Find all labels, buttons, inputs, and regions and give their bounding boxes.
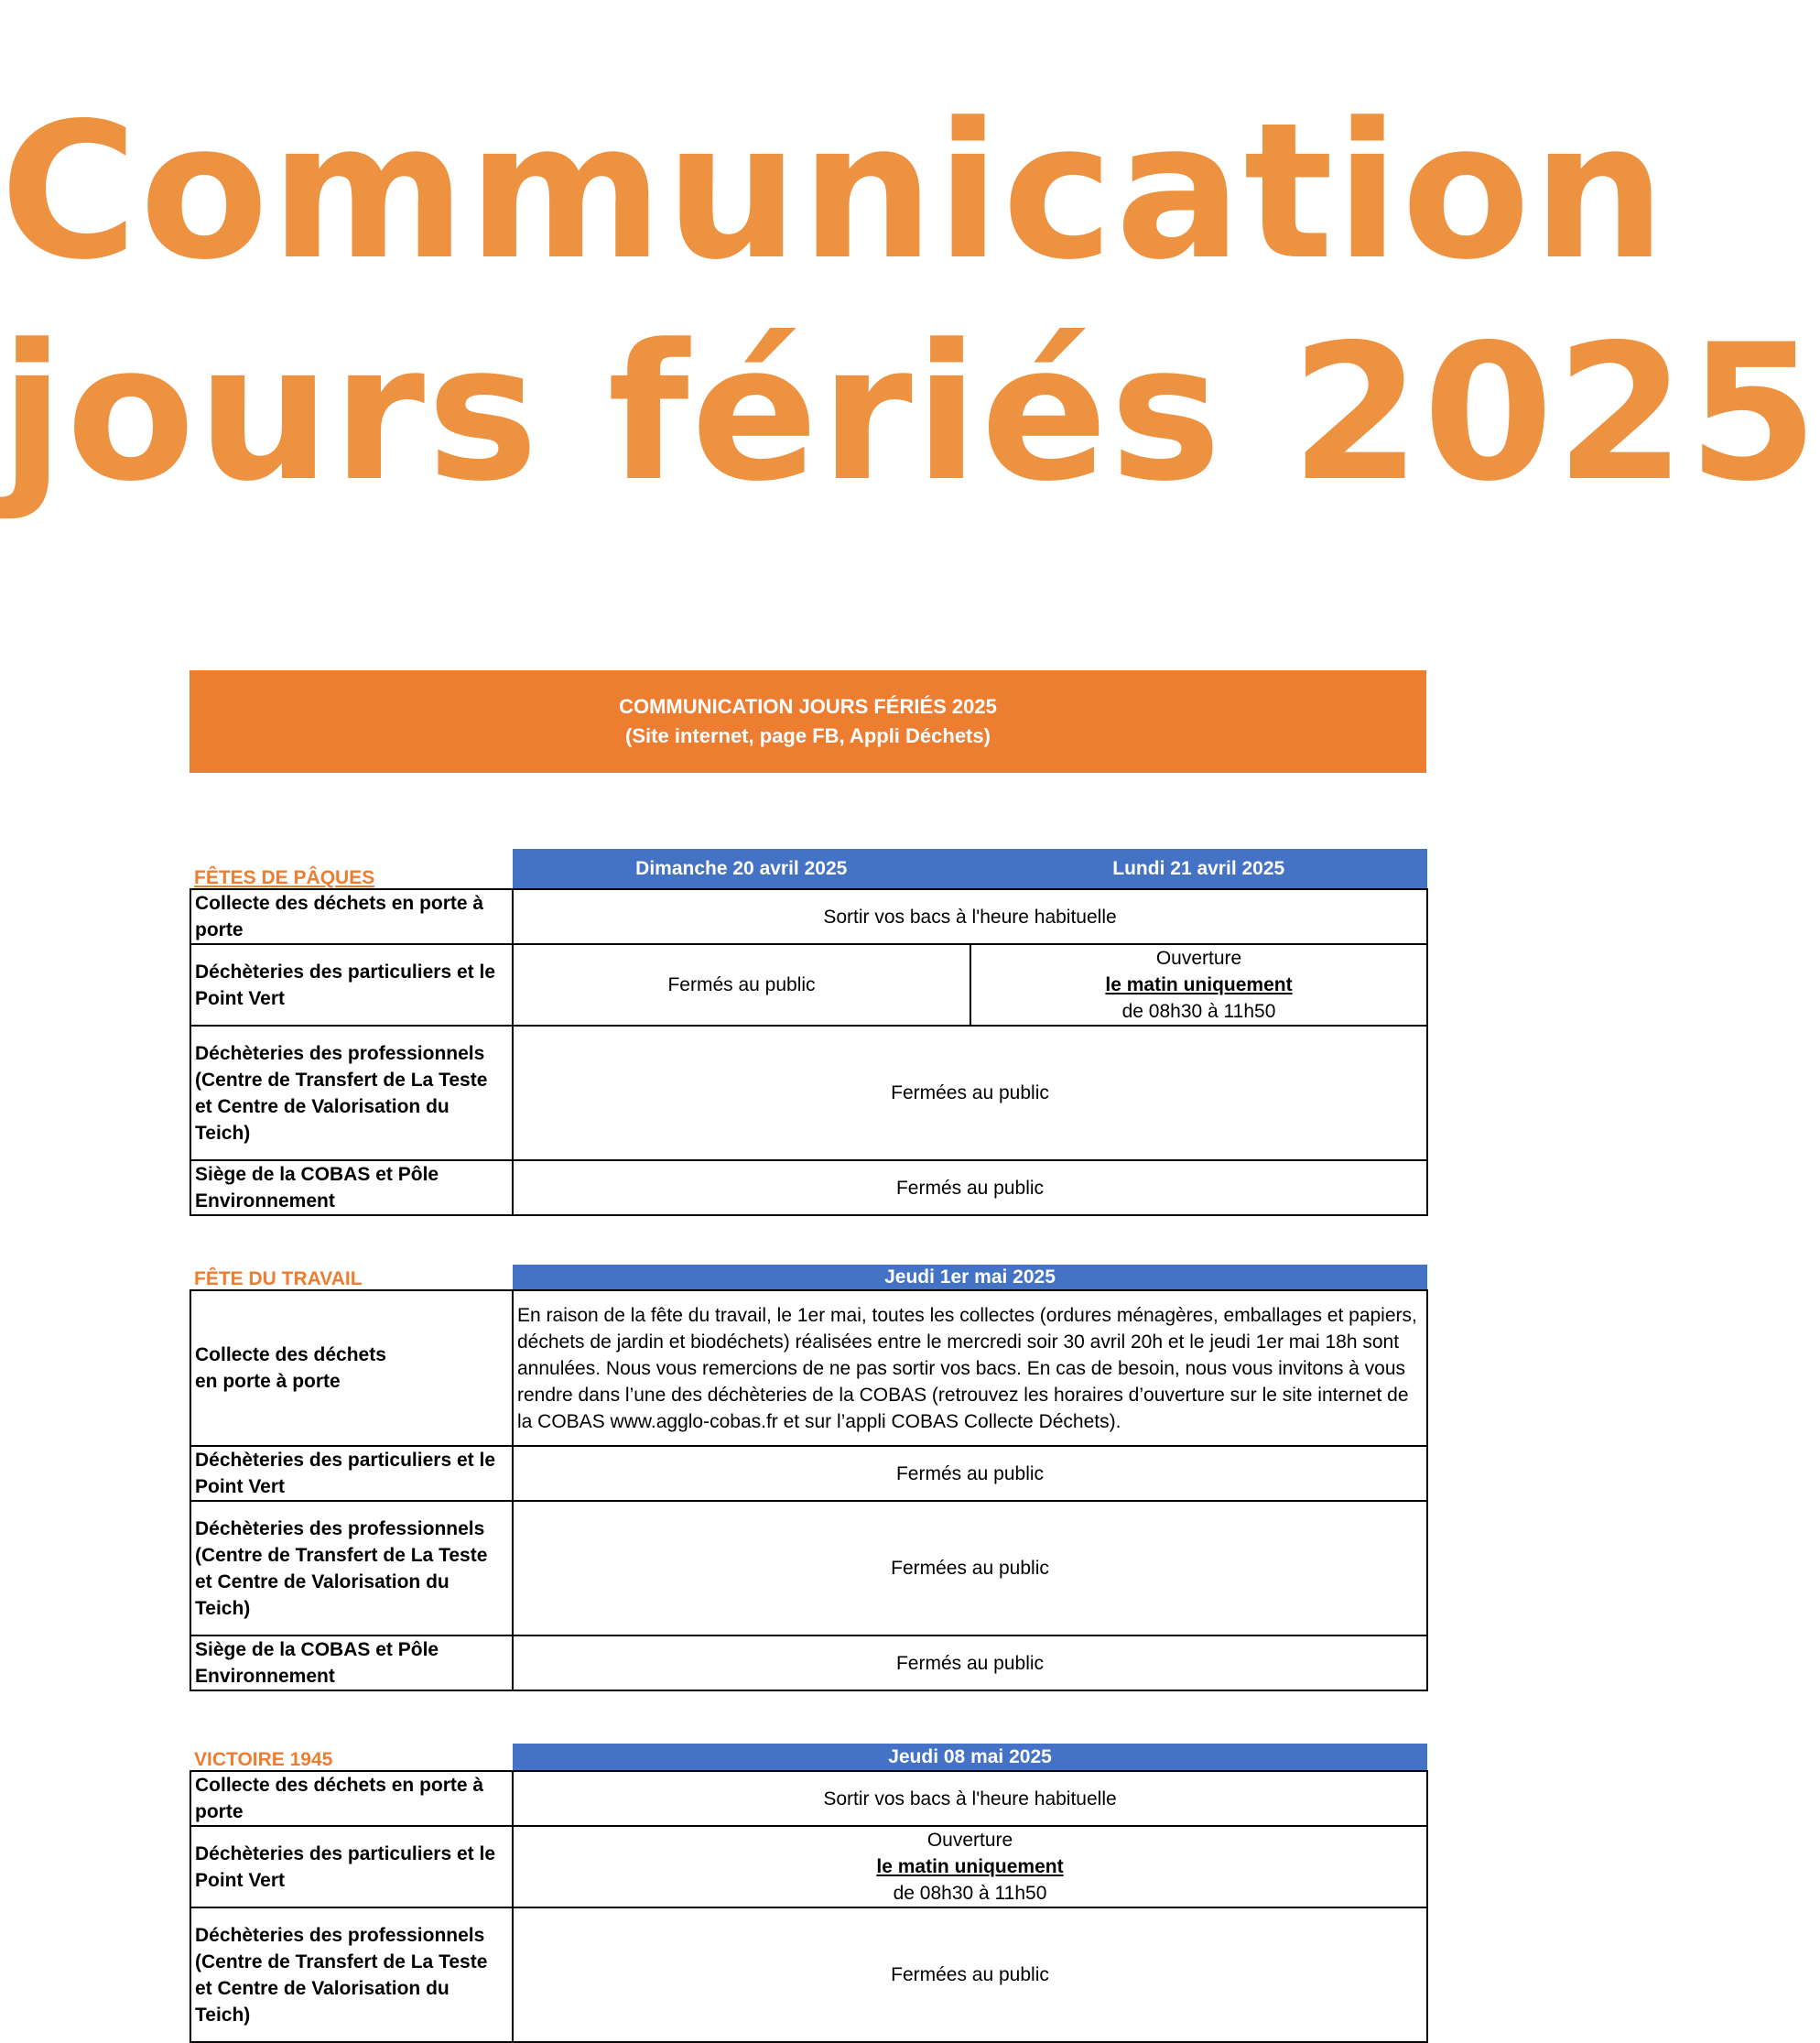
page-title-line1: Communication	[0, 83, 1668, 301]
row-value: En raison de la fête du travail, le 1er mai, toutes les collectes (ordures ménagères, emballages et papiers, déchets de jardin et biodéchets) réalisées entre le mercredi soir 30 avril 20h et le jeudi 1er mai 18h sont annulées. Nous vous remercions de ne pas sortir vos bacs. En cas de besoin, nous vous invitons à vous rendre dans l’une des déchèteries de la COBAS (retrouvez les horaires d’ouverture sur le site internet de la COBAS www.agglo-cobas.fr et sur l’appli COBAS Collecte Déchets).	[513, 1290, 1427, 1446]
value-line: Ouverture	[1155, 948, 1242, 969]
paques-table	[190, 849, 1428, 1216]
value-line: de 08h30 à 11h50	[1121, 1001, 1276, 1022]
row-label: Déchèteries des particuliers et le Point Vert	[190, 1826, 513, 1907]
value-line: Ouverture	[926, 1830, 1013, 1851]
victoire-table	[190, 1744, 1428, 2043]
row-label	[190, 1290, 513, 1446]
banner-title: COMMUNICATION JOURS FÉRIÉS 2025	[619, 695, 997, 718]
value-line: de 08h30 à 11h50	[893, 1883, 1047, 1904]
label-line: en porte à porte	[195, 1371, 341, 1392]
row-label: Siège de la COBAS et Pôle Environnement	[190, 1160, 513, 1215]
section-title: FÊTES DE PÂQUES	[190, 849, 513, 889]
row-label: Collecte des déchets en porte à porte	[190, 889, 513, 944]
date-col-1: Dimanche 20 avril 2025	[635, 857, 848, 879]
row-value	[513, 1826, 1427, 1907]
header-banner	[190, 670, 1426, 773]
row-value: Fermés au public	[513, 944, 970, 1026]
date-header: Jeudi 08 mai 2025	[513, 1744, 1427, 1771]
row-label: Déchèteries des professionnels (Centre de Transfert de La Teste et Centre de Valorisation du Teich)	[190, 1026, 513, 1160]
date-col-2: Lundi 21 avril 2025	[1112, 857, 1285, 879]
section-title: VICTOIRE 1945	[190, 1744, 513, 1771]
date-header	[513, 849, 1427, 889]
travail-table	[190, 1265, 1428, 1691]
value-emphasis: le matin uniquement	[1105, 974, 1293, 995]
row-label: Collecte des déchets en porte à porte	[190, 1771, 513, 1826]
date-header: Jeudi 1er mai 2025	[513, 1265, 1427, 1290]
value-emphasis: le matin uniquement	[876, 1856, 1064, 1877]
label-line: Collecte des déchets	[195, 1344, 386, 1365]
row-label: Déchèteries des professionnels (Centre de Transfert de La Teste et Centre de Valorisation du Teich)	[190, 1907, 513, 2042]
row-value: Sortir vos bacs à l'heure habituelle	[513, 889, 1427, 944]
row-label: Siège de la COBAS et Pôle Environnement	[190, 1635, 513, 1690]
row-value: Fermés au public	[513, 1446, 1427, 1501]
row-label: Déchèteries des particuliers et le Point Vert	[190, 1446, 513, 1501]
row-value: Fermés au public	[513, 1635, 1427, 1690]
banner-subtitle: (Site internet, page FB, Appli Déchets)	[625, 724, 991, 747]
row-value: Fermées au public	[513, 1026, 1427, 1160]
row-label: Déchèteries des particuliers et le Point Vert	[190, 944, 513, 1026]
page-title-line2: jours fériés 2025	[0, 305, 1820, 523]
row-value-2	[970, 944, 1427, 1026]
row-value: Fermées au public	[513, 1501, 1427, 1635]
section-title: FÊTE DU TRAVAIL	[190, 1265, 513, 1290]
row-label: Déchèteries des professionnels (Centre de Transfert de La Teste et Centre de Valorisation du Teich)	[190, 1501, 513, 1635]
row-value: Sortir vos bacs à l'heure habituelle	[513, 1771, 1427, 1826]
row-value: Fermés au public	[513, 1160, 1427, 1215]
row-value: Fermées au public	[513, 1907, 1427, 2042]
